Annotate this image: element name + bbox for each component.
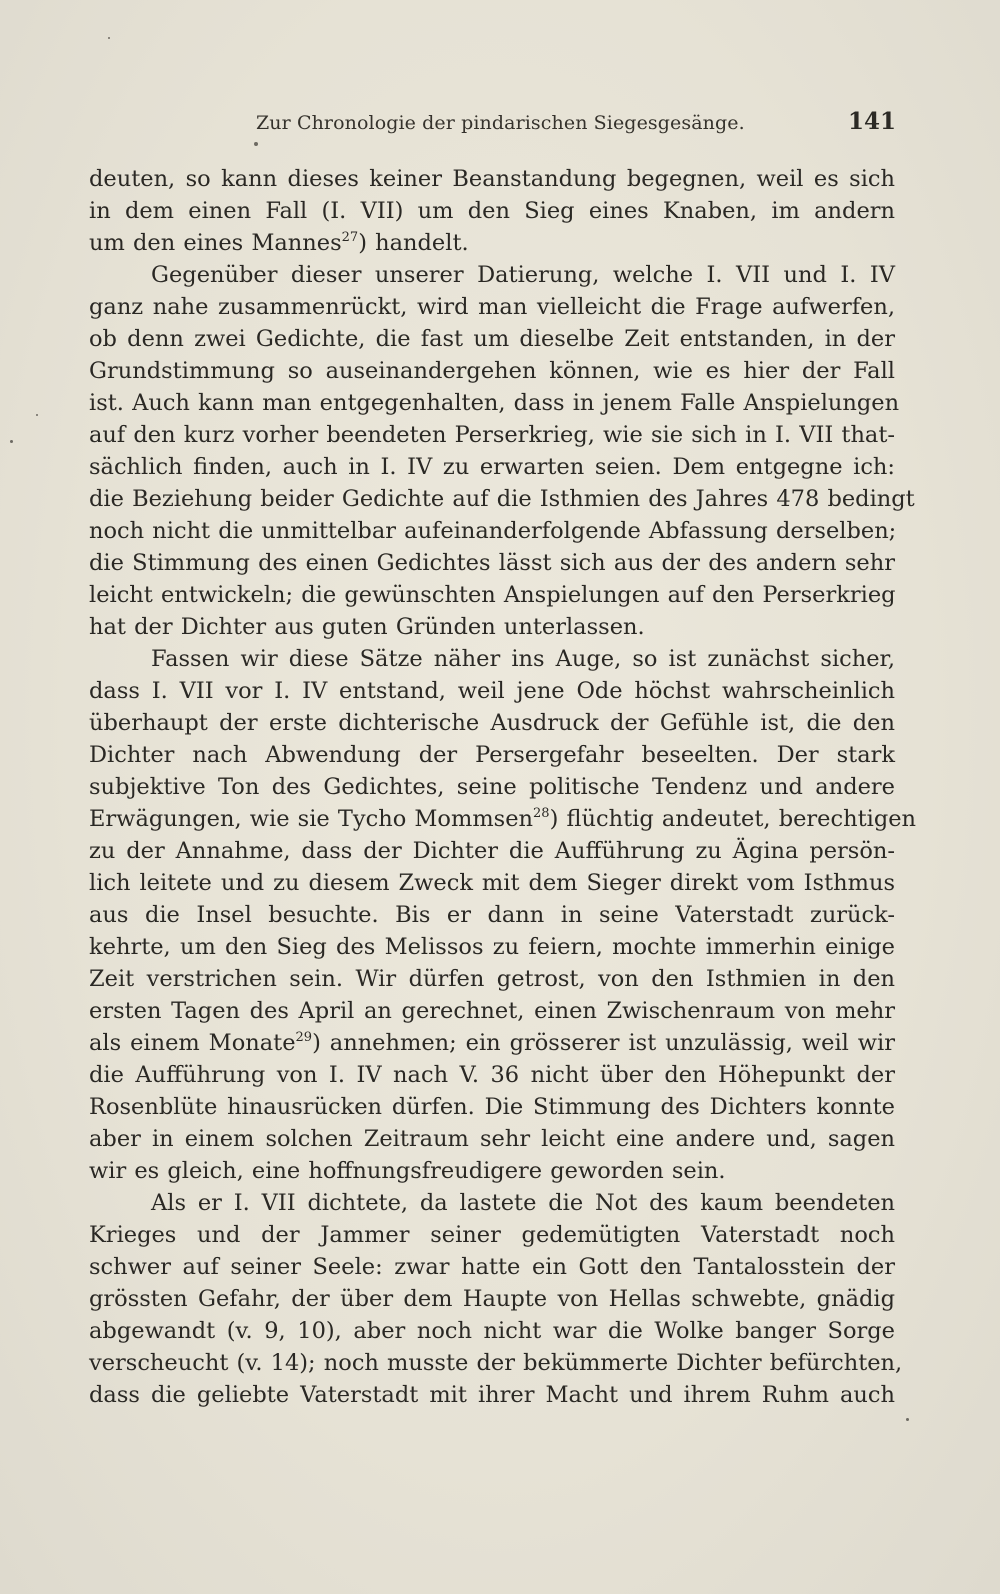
text-line: ersten Tagen des April an gerechnet, einen Zwischenraum von mehr	[89, 998, 895, 1024]
text-line: wir es gleich, eine hoffnungsfreudigere geworden sein.	[89, 1158, 726, 1184]
text-line: abgewandt (v. 9, 10), aber noch nicht war die Wolke banger Sorge	[89, 1318, 895, 1344]
text-line: Fassen wir diese Sätze näher ins Auge, so ist zunächst sicher,	[151, 646, 895, 672]
paper-speck	[10, 440, 13, 443]
text-line: aber in einem solchen Zeitraum sehr leicht eine andere und, sagen	[89, 1126, 895, 1152]
footnote-ref: 27	[341, 230, 359, 245]
text-line: die Stimmung des einen Gedichtes lässt sich aus der des andern sehr	[89, 550, 895, 576]
text-line: schwer auf seiner Seele: zwar hatte ein Gott den Tantalosstein der	[89, 1254, 895, 1280]
body-text	[89, 163, 917, 1411]
text-line: dass I. VII vor I. IV entstand, weil jene Ode höchst wahrscheinlich	[89, 678, 895, 704]
text-line: Gegenüber dieser unserer Datierung, welche I. VII und I. IV	[151, 262, 895, 288]
text-line: auf den kurz vorher beendeten Perserkrieg, wie sie sich in I. VII that-	[89, 422, 895, 448]
text-line: Als er I. VII dichtete, da lastete die Not des kaum beendeten	[151, 1190, 895, 1216]
text-line: die Beziehung beider Gedichte auf die Isthmien des Jahres 478 bedingt	[89, 486, 915, 512]
text-line: Erwägungen, wie sie Tycho Mommsen$^{28}$) flüchtig andeutet, berechtigen	[89, 806, 917, 832]
text-line: ist. Auch kann man entgegenhalten, dass in jenem Falle Anspielungen	[89, 390, 900, 416]
paper-speck	[108, 37, 110, 39]
text-line: kehrte, um den Sieg des Melissos zu feiern, mochte immerhin einige	[89, 934, 895, 960]
paper-speck	[254, 142, 258, 146]
text-line: sächlich finden, auch in I. IV zu erwarten seien. Dem entgegne ich:	[89, 454, 895, 480]
text-line: Rosenblüte hinausrücken dürfen. Die Stimmung des Dichters konnte	[89, 1094, 895, 1120]
text-line: hat der Dichter aus guten Gründen unterlassen.	[89, 614, 645, 640]
text-line: leicht entwickeln; die gewünschten Anspielungen auf den Perserkrieg	[89, 582, 896, 608]
text-line: um den eines Mannes$^{27}$) handelt.	[89, 230, 469, 256]
paper-speck	[36, 414, 38, 416]
text-line: in dem einen Fall (I. VII) um den Sieg eines Knaben, im andern	[89, 198, 895, 224]
text-line: Zeit verstrichen sein. Wir dürfen getrost, von den Isthmien in den	[89, 966, 895, 992]
text-line: subjektive Ton des Gedichtes, seine politische Tendenz und andere	[89, 774, 895, 800]
text-line: Grundstimmung so auseinandergehen können, wie es hier der Fall	[89, 358, 895, 384]
footnote-ref: 29	[295, 1030, 313, 1045]
text-line: zu der Annahme, dass der Dichter die Aufführung zu Ägina persön-	[89, 838, 895, 864]
text-line: lich leitete und zu diesem Zweck mit dem Sieger direkt vom Isthmus	[89, 870, 895, 896]
text-line: aus die Insel besuchte. Bis er dann in seine Vaterstadt zurück-	[89, 902, 895, 928]
page-number: 141	[847, 108, 896, 135]
text-line: die Aufführung von I. IV nach V. 36 nicht über den Höhepunkt der	[89, 1062, 895, 1088]
text-line: dass die geliebte Vaterstadt mit ihrer Macht und ihrem Ruhm auch	[89, 1382, 895, 1408]
text-line: deuten, so kann dieses keiner Beanstandung begegnen, weil es sich	[89, 166, 895, 192]
text-line: Krieges und der Jammer seiner gedemütigten Vaterstadt noch	[89, 1222, 895, 1248]
text-line: überhaupt der erste dichterische Ausdruck der Gefühle ist, die den	[89, 710, 895, 736]
text-line: ob denn zwei Gedichte, die fast um dieselbe Zeit entstanden, in der	[89, 326, 895, 352]
text-line: noch nicht die unmittelbar aufeinanderfolgende Abfassung derselben;	[89, 518, 897, 544]
page-header	[256, 108, 896, 138]
text-line: als einem Monate$^{29}$) annehmen; ein grösserer ist unzulässig, weil wir	[89, 1030, 895, 1056]
text-line: verscheucht (v. 14); noch musste der bekümmerte Dichter befürchten,	[89, 1350, 903, 1376]
footnote-ref: 28	[533, 806, 550, 821]
paper-speck	[906, 1418, 909, 1421]
text-line: ganz nahe zusammenrückt, wird man vielleicht die Frage aufwerfen,	[89, 294, 895, 320]
text-line: Dichter nach Abwendung der Persergefahr beseelten. Der stark	[89, 742, 895, 768]
text-line: grössten Gefahr, der über dem Haupte von Hellas schwebte, gnädig	[89, 1286, 895, 1312]
running-head: Zur Chronologie der pindarischen Siegesgesänge.	[256, 112, 745, 134]
